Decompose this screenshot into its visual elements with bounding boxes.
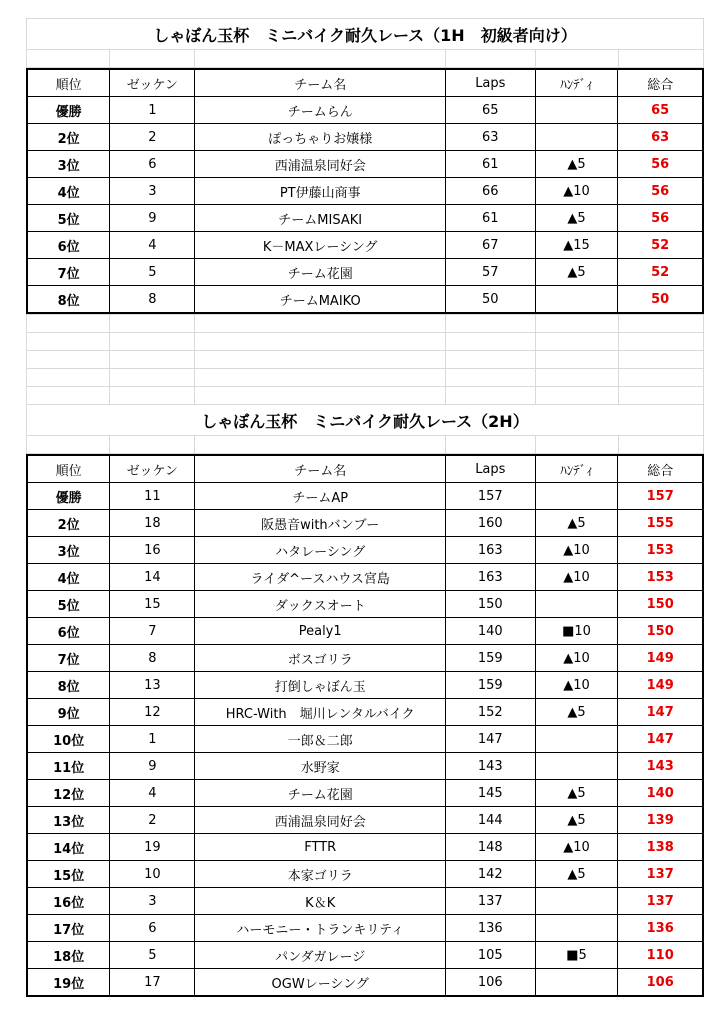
header-handicap: ﾊﾝﾃﾞｨ [535, 455, 618, 483]
laps-cell: 57 [446, 259, 536, 286]
table-row [27, 699, 703, 726]
rank-cell: 8位 [27, 286, 110, 314]
handicap-cell: ▲10 [535, 178, 618, 205]
laps-cell: 50 [446, 286, 536, 314]
handicap-cell [535, 969, 618, 997]
total-cell: 56 [618, 178, 703, 205]
handicap-cell: ▲10 [535, 645, 618, 672]
rank-cell: 13位 [27, 807, 110, 834]
laps-cell: 157 [446, 483, 536, 510]
handicap-cell [535, 915, 618, 942]
number-cell: 4 [110, 232, 195, 259]
laps-cell: 61 [446, 205, 536, 232]
laps-cell: 140 [446, 618, 536, 645]
total-cell: 157 [618, 483, 703, 510]
rank-cell: 16位 [27, 888, 110, 915]
table-row [27, 618, 703, 645]
number-cell: 8 [110, 645, 195, 672]
total-cell: 136 [618, 915, 703, 942]
number-cell: 18 [110, 510, 195, 537]
total-cell: 50 [618, 286, 703, 314]
header-number: ゼッケン [110, 455, 195, 483]
rank-cell: 18位 [27, 942, 110, 969]
table-row [27, 510, 703, 537]
rank-cell: 6位 [27, 232, 110, 259]
number-cell: 13 [110, 672, 195, 699]
handicap-cell: ▲5 [535, 205, 618, 232]
total-cell: 150 [618, 591, 703, 618]
team-cell: FTTR [195, 834, 446, 861]
team-cell: チームMAIKO [195, 286, 446, 314]
laps-cell: 163 [446, 564, 536, 591]
laps-cell: 152 [446, 699, 536, 726]
rank-cell: 6位 [27, 618, 110, 645]
team-cell: チームMISAKI [195, 205, 446, 232]
total-cell: 153 [618, 564, 703, 591]
laps-cell: 66 [446, 178, 536, 205]
number-cell: 6 [110, 915, 195, 942]
laps-cell: 67 [446, 232, 536, 259]
table-row [27, 672, 703, 699]
total-cell: 52 [618, 259, 703, 286]
header-rank: 順位 [27, 69, 110, 97]
team-cell: OGWレーシング [195, 969, 446, 997]
total-cell: 137 [618, 861, 703, 888]
laps-cell: 143 [446, 753, 536, 780]
number-cell: 5 [110, 259, 195, 286]
team-cell: 一郎＆二郎 [195, 726, 446, 753]
team-cell: チームAP [195, 483, 446, 510]
team-cell: 阪愚音withバンブー [195, 510, 446, 537]
total-cell: 139 [618, 807, 703, 834]
rank-cell: 3位 [27, 151, 110, 178]
table-row [27, 915, 703, 942]
total-cell: 65 [618, 97, 703, 124]
handicap-cell: ▲15 [535, 232, 618, 259]
handicap-cell: ▲10 [535, 672, 618, 699]
handicap-cell: ▲5 [535, 259, 618, 286]
results-sheet [26, 18, 704, 997]
handicap-cell [535, 753, 618, 780]
header-total: 総合 [618, 455, 703, 483]
race1-title-block [26, 18, 704, 68]
rank-cell: 17位 [27, 915, 110, 942]
handicap-cell: ▲5 [535, 699, 618, 726]
table-row [27, 483, 703, 510]
table-row [27, 97, 703, 124]
table-row [27, 564, 703, 591]
total-cell: 106 [618, 969, 703, 997]
laps-cell: 61 [446, 151, 536, 178]
header-handicap: ﾊﾝﾃﾞｨ [535, 69, 618, 97]
laps-cell: 145 [446, 780, 536, 807]
rank-cell: 19位 [27, 969, 110, 997]
laps-cell: 163 [446, 537, 536, 564]
table-row [27, 259, 703, 286]
number-cell: 6 [110, 151, 195, 178]
table-row [27, 834, 703, 861]
race1-title: しゃぼん玉杯 ミニバイク耐久レース（1H 初級者向け） [153, 25, 577, 45]
rank-cell: 9位 [27, 699, 110, 726]
table-row [27, 888, 703, 915]
handicap-cell [535, 726, 618, 753]
rank-cell: 5位 [27, 205, 110, 232]
number-cell: 10 [110, 861, 195, 888]
header-laps: Laps [446, 69, 536, 97]
team-cell: Pealy1 [195, 618, 446, 645]
handicap-cell [535, 286, 618, 314]
rank-cell: 7位 [27, 259, 110, 286]
number-cell: 19 [110, 834, 195, 861]
team-cell: 打倒しゃぼん玉 [195, 672, 446, 699]
number-cell: 1 [110, 726, 195, 753]
number-cell: 16 [110, 537, 195, 564]
total-cell: 149 [618, 645, 703, 672]
total-cell: 147 [618, 699, 703, 726]
table-row [27, 232, 703, 259]
laps-cell: 160 [446, 510, 536, 537]
table-row [27, 286, 703, 314]
number-cell: 9 [110, 205, 195, 232]
header-number: ゼッケン [110, 69, 195, 97]
table-row [27, 780, 703, 807]
table-row [27, 969, 703, 997]
rank-cell: 3位 [27, 537, 110, 564]
laps-cell: 159 [446, 672, 536, 699]
number-cell: 15 [110, 591, 195, 618]
race2-header-row [27, 455, 703, 483]
team-cell: パンダガレージ [195, 942, 446, 969]
table-row [27, 537, 703, 564]
laps-cell: 147 [446, 726, 536, 753]
total-cell: 56 [618, 151, 703, 178]
total-cell: 149 [618, 672, 703, 699]
number-cell: 17 [110, 969, 195, 997]
rank-cell: 10位 [27, 726, 110, 753]
rank-cell: 4位 [27, 178, 110, 205]
number-cell: 12 [110, 699, 195, 726]
header-rank: 順位 [27, 455, 110, 483]
header-laps: Laps [446, 455, 536, 483]
number-cell: 7 [110, 618, 195, 645]
laps-cell: 150 [446, 591, 536, 618]
laps-cell: 105 [446, 942, 536, 969]
handicap-cell: ▲10 [535, 537, 618, 564]
table-row [27, 178, 703, 205]
table-row [27, 645, 703, 672]
team-cell: チーム花園 [195, 259, 446, 286]
table-row [27, 151, 703, 178]
table-row [27, 205, 703, 232]
number-cell: 8 [110, 286, 195, 314]
total-cell: 63 [618, 124, 703, 151]
rank-cell: 4位 [27, 564, 110, 591]
rank-cell: 8位 [27, 672, 110, 699]
handicap-cell [535, 483, 618, 510]
total-cell: 153 [618, 537, 703, 564]
rank-cell: 7位 [27, 645, 110, 672]
number-cell: 2 [110, 124, 195, 151]
header-team: チーム名 [195, 455, 446, 483]
team-cell: K＆K [195, 888, 446, 915]
total-cell: 52 [618, 232, 703, 259]
team-cell: PT伊藤山商事 [195, 178, 446, 205]
laps-cell: 148 [446, 834, 536, 861]
laps-cell: 106 [446, 969, 536, 997]
total-cell: 140 [618, 780, 703, 807]
rank-cell: 優勝 [27, 97, 110, 124]
total-cell: 143 [618, 753, 703, 780]
total-cell: 56 [618, 205, 703, 232]
team-cell: K－MAXレーシング [195, 232, 446, 259]
handicap-cell: ▲5 [535, 510, 618, 537]
laps-cell: 142 [446, 861, 536, 888]
team-cell: ダックスオート [195, 591, 446, 618]
rank-cell: 11位 [27, 753, 110, 780]
team-cell: 西浦温泉同好会 [195, 151, 446, 178]
number-cell: 11 [110, 483, 195, 510]
total-cell: 155 [618, 510, 703, 537]
table-row [27, 753, 703, 780]
number-cell: 9 [110, 753, 195, 780]
header-team: チーム名 [195, 69, 446, 97]
spacer-grid [26, 314, 704, 454]
number-cell: 2 [110, 807, 195, 834]
rank-cell: 2位 [27, 510, 110, 537]
total-cell: 147 [618, 726, 703, 753]
handicap-cell [535, 97, 618, 124]
team-cell: HRC-With 堀川レンタルバイク [195, 699, 446, 726]
team-cell: チームらん [195, 97, 446, 124]
table-row [27, 591, 703, 618]
rank-cell: 15位 [27, 861, 110, 888]
rank-cell: 優勝 [27, 483, 110, 510]
handicap-cell: ■5 [535, 942, 618, 969]
team-cell: ライダ^ースハウス宮島 [195, 564, 446, 591]
total-cell: 137 [618, 888, 703, 915]
laps-cell: 65 [446, 97, 536, 124]
total-cell: 110 [618, 942, 703, 969]
team-cell: ボスゴリラ [195, 645, 446, 672]
handicap-cell: ▲10 [535, 564, 618, 591]
race2-results-table [26, 454, 704, 997]
handicap-cell: ■10 [535, 618, 618, 645]
handicap-cell [535, 591, 618, 618]
table-row [27, 124, 703, 151]
total-cell: 138 [618, 834, 703, 861]
race1-results-table [26, 68, 704, 314]
team-cell: チーム花園 [195, 780, 446, 807]
table-row [27, 807, 703, 834]
header-total: 総合 [618, 69, 703, 97]
race1-header-row [27, 69, 703, 97]
handicap-cell [535, 888, 618, 915]
number-cell: 5 [110, 942, 195, 969]
laps-cell: 144 [446, 807, 536, 834]
race2-title: しゃぼん玉杯 ミニバイク耐久レース（2H） [201, 411, 529, 431]
team-cell: 西浦温泉同好会 [195, 807, 446, 834]
table-row [27, 942, 703, 969]
number-cell: 4 [110, 780, 195, 807]
handicap-cell: ▲10 [535, 834, 618, 861]
handicap-cell: ▲5 [535, 780, 618, 807]
rank-cell: 12位 [27, 780, 110, 807]
table-row [27, 726, 703, 753]
rank-cell: 2位 [27, 124, 110, 151]
number-cell: 3 [110, 888, 195, 915]
handicap-cell: ▲5 [535, 151, 618, 178]
number-cell: 14 [110, 564, 195, 591]
team-cell: ぽっちゃりお嬢様 [195, 124, 446, 151]
total-cell: 150 [618, 618, 703, 645]
handicap-cell [535, 124, 618, 151]
number-cell: 3 [110, 178, 195, 205]
table-row [27, 861, 703, 888]
handicap-cell: ▲5 [535, 861, 618, 888]
rank-cell: 14位 [27, 834, 110, 861]
number-cell: 1 [110, 97, 195, 124]
laps-cell: 136 [446, 915, 536, 942]
team-cell: 本家ゴリラ [195, 861, 446, 888]
laps-cell: 137 [446, 888, 536, 915]
team-cell: ハタレーシング [195, 537, 446, 564]
handicap-cell: ▲5 [535, 807, 618, 834]
laps-cell: 63 [446, 124, 536, 151]
laps-cell: 159 [446, 645, 536, 672]
team-cell: ハーモニー・トランキリティ [195, 915, 446, 942]
team-cell: 水野家 [195, 753, 446, 780]
rank-cell: 5位 [27, 591, 110, 618]
